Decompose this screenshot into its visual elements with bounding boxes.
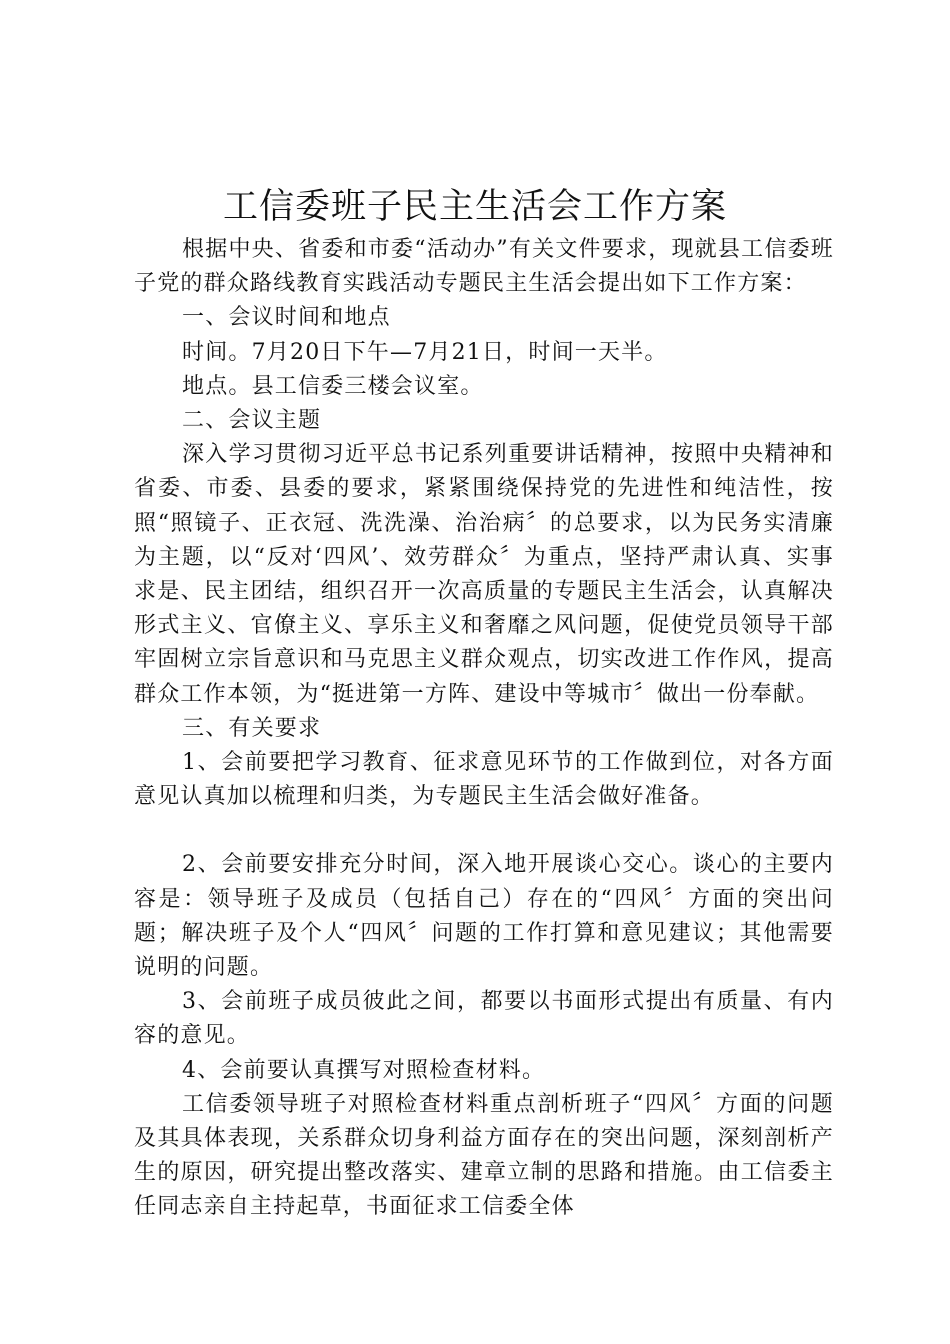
paragraph-requirement-2: 2、会前要安排充分时间，深入地开展谈心交心。谈心的主要内容是：领导班子及成员（包括自己）存在的“四风〞方面的突出问题；解决班子及个人“四风〞问题的工作打算和意见建议；其他需要说明的问题。 — [134, 852, 834, 981]
heading-meeting-time-place: 一、会议时间和地点 — [182, 305, 391, 331]
paragraph-requirement-1: 1、会前要把学习教育、征求意见环节的工作做到位，对各方面意见认真加以梳理和归类，为专题民主生活会做好准备。 — [134, 750, 834, 810]
paragraph-theme: 深入学习贯彻习近平总书记系列重要讲话精神，按照中央精神和省委、市委、县委的要求，紧紧围绕保持党的先进性和纯洁性，按照“照镜子、正衣冠、洗洗澡、治治病〞的总要求，以为民务实清廉为主题，以“反对‘四风’、效劳群众〞为重点，坚持严肃认真、实事求是、民主团结，组织召开一次高质量的专题民主生活会，认真解决形式主义、官僚主义、享乐主义和奢靡之风问题，促使党员领导干部牢固树立宗旨意识和马克思主义群众观点，切实改进工作作风，提高群众工作本领，为“挺进第一方阵、建设中等城市〞做出一份奉献。 — [134, 442, 834, 707]
document-body — [134, 233, 834, 1225]
paragraph-requirement-4: 4、会前要认真撰写对照检查材料。 — [182, 1057, 546, 1083]
paragraph-requirement-3: 3、会前班子成员彼此之间，都要以书面形式提出有质量、有内容的意见。 — [134, 989, 834, 1049]
heading-requirements: 三、有关要求 — [182, 715, 322, 741]
paragraph-time: 时间。7月20日下午—7月21日，时间一天半。 — [182, 339, 668, 365]
paragraph-place: 地点。县工信委三楼会议室。 — [182, 373, 484, 399]
paragraph-checklist-material: 工信委领导班子对照检查材料重点剖析班子“四风〞方面的问题及其具体表现，关系群众切身利益方面存在的突出问题，深刻剖析产生的原因，研究提出整改落实、建章立制的思路和措施。由工信委主任同志亲自主持起草，书面征求工信委全体 — [134, 1091, 834, 1220]
document-title: 工信委班子民主生活会工作方案 — [222, 187, 727, 227]
heading-meeting-theme: 二、会议主题 — [182, 408, 322, 434]
paragraph-intro: 根据中央、省委和市委“活动办”有关文件要求，现就县工信委班子党的群众路线教育实践活动专题民主生活会提出如下工作方案： — [134, 237, 834, 297]
